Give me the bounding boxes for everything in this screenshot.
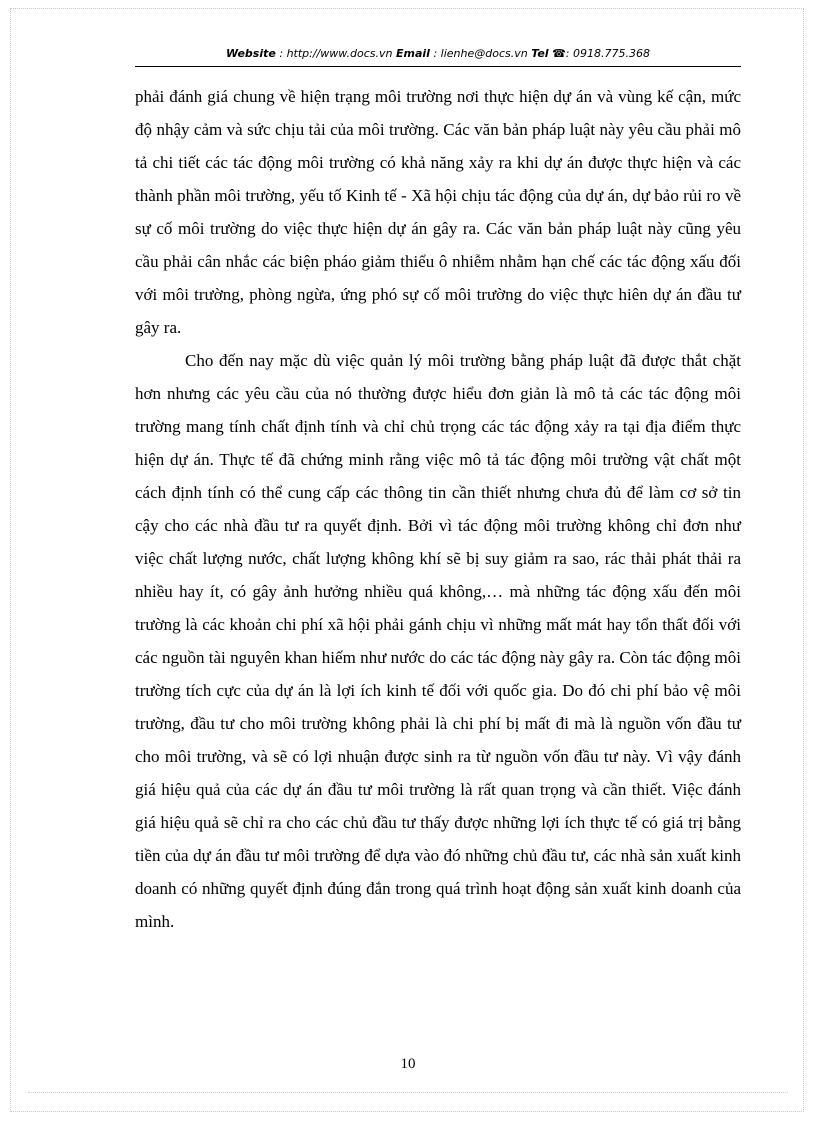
paragraph-2: Cho đến nay mặc dù việc quản lý môi trường bằng pháp luật đã được thắt chặt hơn nhưng các yêu cầu của nó thường được hiểu đơn giản là mô tả các tác động môi trường mang tính chất định tính và chỉ chủ trọng các tác động xảy ra tại địa điểm thực hiện dự án. Thực tế đã chứng minh rằng việc mô tả tác động môi trường vật chất một cách định tính có thể cung cấp các thông tin cần thiết nhưng chưa đủ để làm cơ sở tin cậy cho các nhà đầu tư ra quyết định. Bởi vì tác động môi trường không chỉ đơn như việc chất lượng nước, chất lượng không khí sẽ bị suy giảm ra sao, rác thải phát thải ra nhiều hay ít, có gây ảnh hưởng nhiều quá không,… mà những tác động xấu đến môi trường là các khoản chi phí xã hội phải gánh chịu vì những mất mát hay tổn thất đối với các nguồn tài nguyên khan hiếm như nước do các tác động này gây ra. Còn tác động môi trường tích cực của dự án là lợi ích kinh tế đối với quốc gia. Do đó chi phí bảo vệ môi trường, đầu tư cho môi trường không phải là chi phí bị mất đi mà là nguồn vốn đầu tư cho môi trường, và sẽ có lợi nhuận được sinh ra từ nguồn vốn đầu tư này. Vì vậy đánh giá hiệu quả của các dự án đầu tư môi trường là rất quan trọng và cần thiết. Việc đánh giá hiệu quả sẽ chỉ ra cho các chủ đầu tư thấy được những lợi ích thực tế có giá trị bằng tiền của dự án đầu tư môi trường để dựa vào đó những chủ đầu tư, các nhà sản xuất kinh doanh có những quyết định đúng đắn trong quá trình hoạt động sản xuất kinh doanh của mình. — [135, 351, 741, 931]
bottom-rule — [28, 1092, 788, 1093]
email-sep: : — [429, 47, 441, 60]
tel-sep: : — [565, 47, 573, 60]
page-number: 10 — [400, 1056, 416, 1072]
website-label: Website — [226, 47, 276, 60]
website-url[interactable]: http://www.docs.vn — [286, 47, 393, 60]
header-rule — [135, 66, 741, 67]
tel-label: Tel — [531, 47, 549, 60]
email-label: Email — [396, 47, 430, 60]
email-value[interactable]: lienhe@docs.vn — [440, 47, 528, 60]
document-body — [135, 80, 741, 938]
tel-value: 0918.775.368 — [572, 47, 650, 60]
website-sep: : — [275, 47, 287, 60]
page-header — [135, 47, 741, 60]
paragraph-1: phải đánh giá chung về hiện trạng môi trường nơi thực hiện dự án và vùng kế cận, mức độ nhậy cảm và sức chịu tải của môi trường. Các văn bản pháp luật này yêu cầu phải mô tả chi tiết các tác động môi trường có khả năng xảy ra khi dự án được thực hiện và các thành phần môi trường, yếu tố Kinh tế - Xã hội chịu tác động của dự án, dự bảo rủi ro về sự cố môi trường do việc thực hiện dự án gây ra. Các văn bản pháp luật này cũng yêu cầu phải cân nhắc các biện pháo giảm thiểu ô nhiễm nhằm hạn chế các tác động xấu đối với môi trường, phòng ngừa, ứng phó sự cố môi trường do việc thực hiên dự án đầu tư gây ra. — [135, 87, 741, 337]
phone-icon: ☎ — [552, 47, 566, 60]
